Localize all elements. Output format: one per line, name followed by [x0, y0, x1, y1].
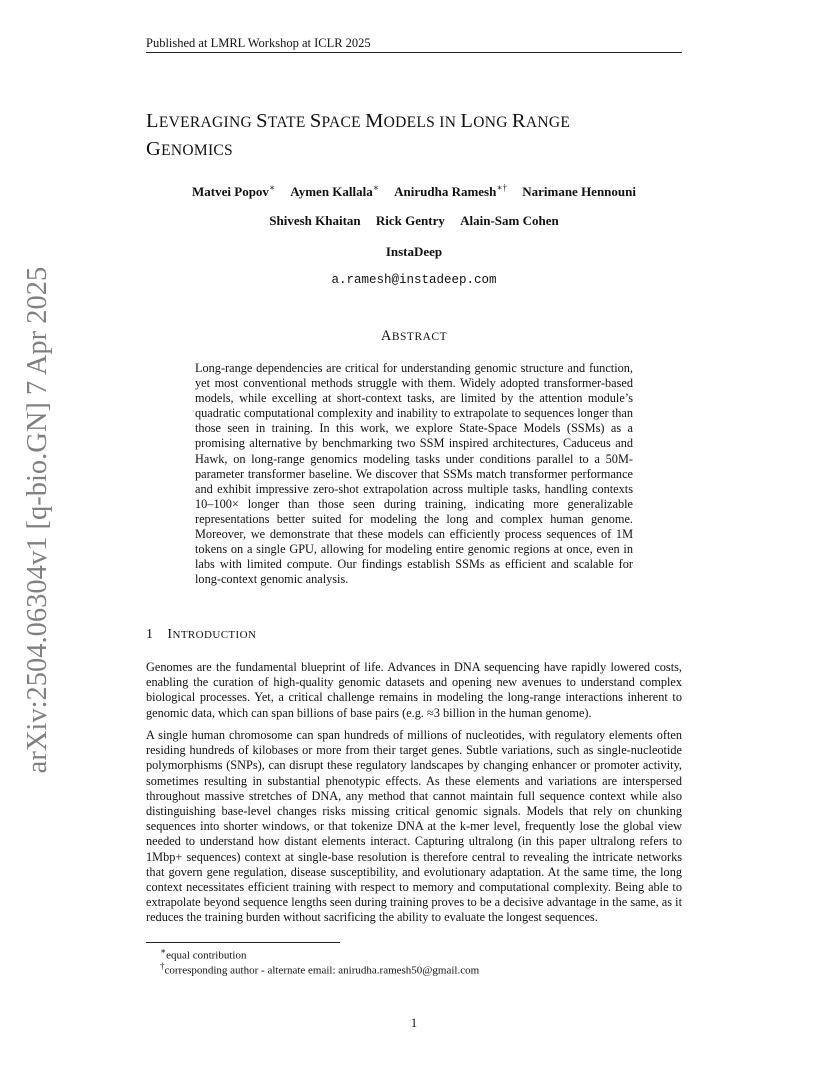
- footnote-mark: †: [160, 961, 165, 971]
- title-word-6-rest: ANGE: [525, 114, 571, 131]
- author-mark: ∗: [268, 183, 276, 193]
- title-line-1: [146, 108, 706, 136]
- abstract-body: Long-range dependencies are critical for understanding genomic structure and function, yet most conventional methods struggle with them. Widely adopted transformer-based models, while excelling at short-context tasks, are limited by the attention module’s quadratic computational complexity and inability to extrapolate to sequences longer than those seen in training. In this work, we explore State-Space Models (SSMs) as a promising alternative by benchmarking two SSM inspired architectures, Caduceus and Hawk, on long-range genomics modeling tasks under conditions parallel to a 50M-parameter transformer baseline. We discover that SSMs match transformer performance and exhibit impressive zero-shot extrapolation across multiple tasks, handling contexts 10–100× longer than those seen during training, indicating more generalizable representations better suited for modeling the long and complex human genome. Moreover, we demonstrate that these models can efficiently process sequences of 1M tokens on a single GPU, allowing for modeling entire genomic regions at once, even in labs with limited compute. Our findings establish SSMs as efficient and scalable for long-context genomic analysis.: [195, 361, 633, 587]
- title-word-5-cap: L: [460, 110, 474, 132]
- author: [290, 184, 379, 199]
- authors-row-1: [146, 183, 682, 200]
- title-word-7-rest: ENOMICS: [161, 142, 233, 159]
- title-word-6-cap: R: [511, 110, 526, 132]
- abstract-heading-rest: BSTRACT: [391, 331, 448, 343]
- author-name: Anirudha Ramesh: [394, 184, 497, 200]
- authors-row-2: [146, 213, 682, 229]
- author-mark: ∗: [372, 183, 379, 193]
- intro-paragraph-1: Genomes are the fundamental blueprint of life. Advances in DNA sequencing have rapidly lowered costs, enabling the curation of high-quality genomic datasets and opening new avenues to understand complex biological processes. Yet, a critical challenge remains in modeling the long-range interactions inherent to genomic data, which can span billions of base pairs (e.g. ≈3 billion in the human genome).: [146, 660, 682, 720]
- title-word-5-rest: ONG: [473, 114, 512, 131]
- footnote-text: equal contribution: [166, 949, 247, 962]
- author: [522, 184, 636, 199]
- header-rule: [146, 52, 682, 53]
- abstract-heading: [146, 328, 682, 345]
- abstract-heading-cap: A: [380, 328, 392, 344]
- title-word-7-cap: G: [146, 138, 162, 160]
- running-header: Published at LMRL Workshop at ICLR 2025: [146, 36, 371, 50]
- author: [269, 213, 360, 228]
- paper-title: [146, 108, 706, 164]
- section-heading-cap: I: [167, 627, 173, 642]
- section-heading-introduction: [146, 627, 256, 643]
- title-word-1-rest: EVERAGING: [158, 114, 257, 131]
- author: [376, 213, 445, 228]
- affiliation: InstaDeep: [385, 244, 443, 259]
- author-mark: ∗†: [496, 183, 507, 193]
- author-name: Aymen Kallala: [290, 184, 373, 200]
- title-word-2-cap: S: [256, 110, 268, 132]
- author-name: Alain-Sam Cohen: [460, 213, 559, 228]
- title-word-4-cap: M: [365, 110, 384, 132]
- arxiv-identifier: arXiv:2504.06304v1 [q-bio.GN] 7 Apr 2025: [22, 266, 53, 774]
- author: [394, 184, 507, 199]
- footnote-mark: ∗: [160, 946, 167, 956]
- contact-email[interactable]: a.ramesh@instadeep.com: [331, 273, 497, 287]
- author-name: Narimane Hennouni: [522, 184, 636, 200]
- title-word-2-rest: TATE: [267, 114, 310, 131]
- footnote: [160, 961, 479, 977]
- footnote-rule: [146, 942, 340, 943]
- title-word-3-cap: S: [309, 110, 322, 132]
- author: [192, 184, 275, 199]
- title-word-3-rest: PACE: [321, 114, 366, 131]
- footnote-text: corresponding author - alternate email: anirudha.ramesh50@gmail.com: [164, 964, 480, 977]
- footnote: [160, 946, 246, 962]
- author: [460, 213, 559, 228]
- author-name: Shivesh Khaitan: [269, 213, 361, 228]
- title-word-1-cap: L: [146, 110, 159, 132]
- intro-paragraph-2: A single human chromosome can span hundreds of millions of nucleotides, with regulatory elements often residing hundreds of kilobases or more from their target genes. Subtle variations, such as single-nucleotide polymorphisms (SNPs), can disrupt these regulatory landscapes by changing enhancer or promoter activity, sometimes resulting in substantial phenotypic effects. As these elements and variations are interspersed throughout massive stretches of DNA, any method that cannot maintain full sequence context while also distinguishing base-level changes risks missing critical genomic signals. Models that rely on chunking sequences into shorter windows, or that tokenize DNA at the k-mer level, frequently lose the global view needed to understand how distant elements interact. Capturing ultralong (in this paper ultralong refers to 1Mbp+ sequences) context at single-base resolution is therefore central to revealing the intricate networks that govern gene regulation, disease susceptibility, and evolutionary adaptation. At the same time, the long context necessitates efficient training with respect to memory and computational complexity. Being able to extrapolate beyond sequence lengths seen during training proves to be a decisive advantage in the same, as it reduces the training burden without sacrificing the ability to evaluate the longest sequences.: [146, 728, 682, 925]
- author-name: Rick Gentry: [375, 213, 445, 228]
- page-number: 1: [410, 1016, 418, 1030]
- section-heading-rest: NTRODUCTION: [172, 629, 257, 641]
- author-name: Matvei Popov: [192, 184, 269, 200]
- title-word-4-rest: ODELS IN: [383, 114, 461, 131]
- section-number: 1: [146, 627, 154, 642]
- title-line-2: [146, 136, 706, 164]
